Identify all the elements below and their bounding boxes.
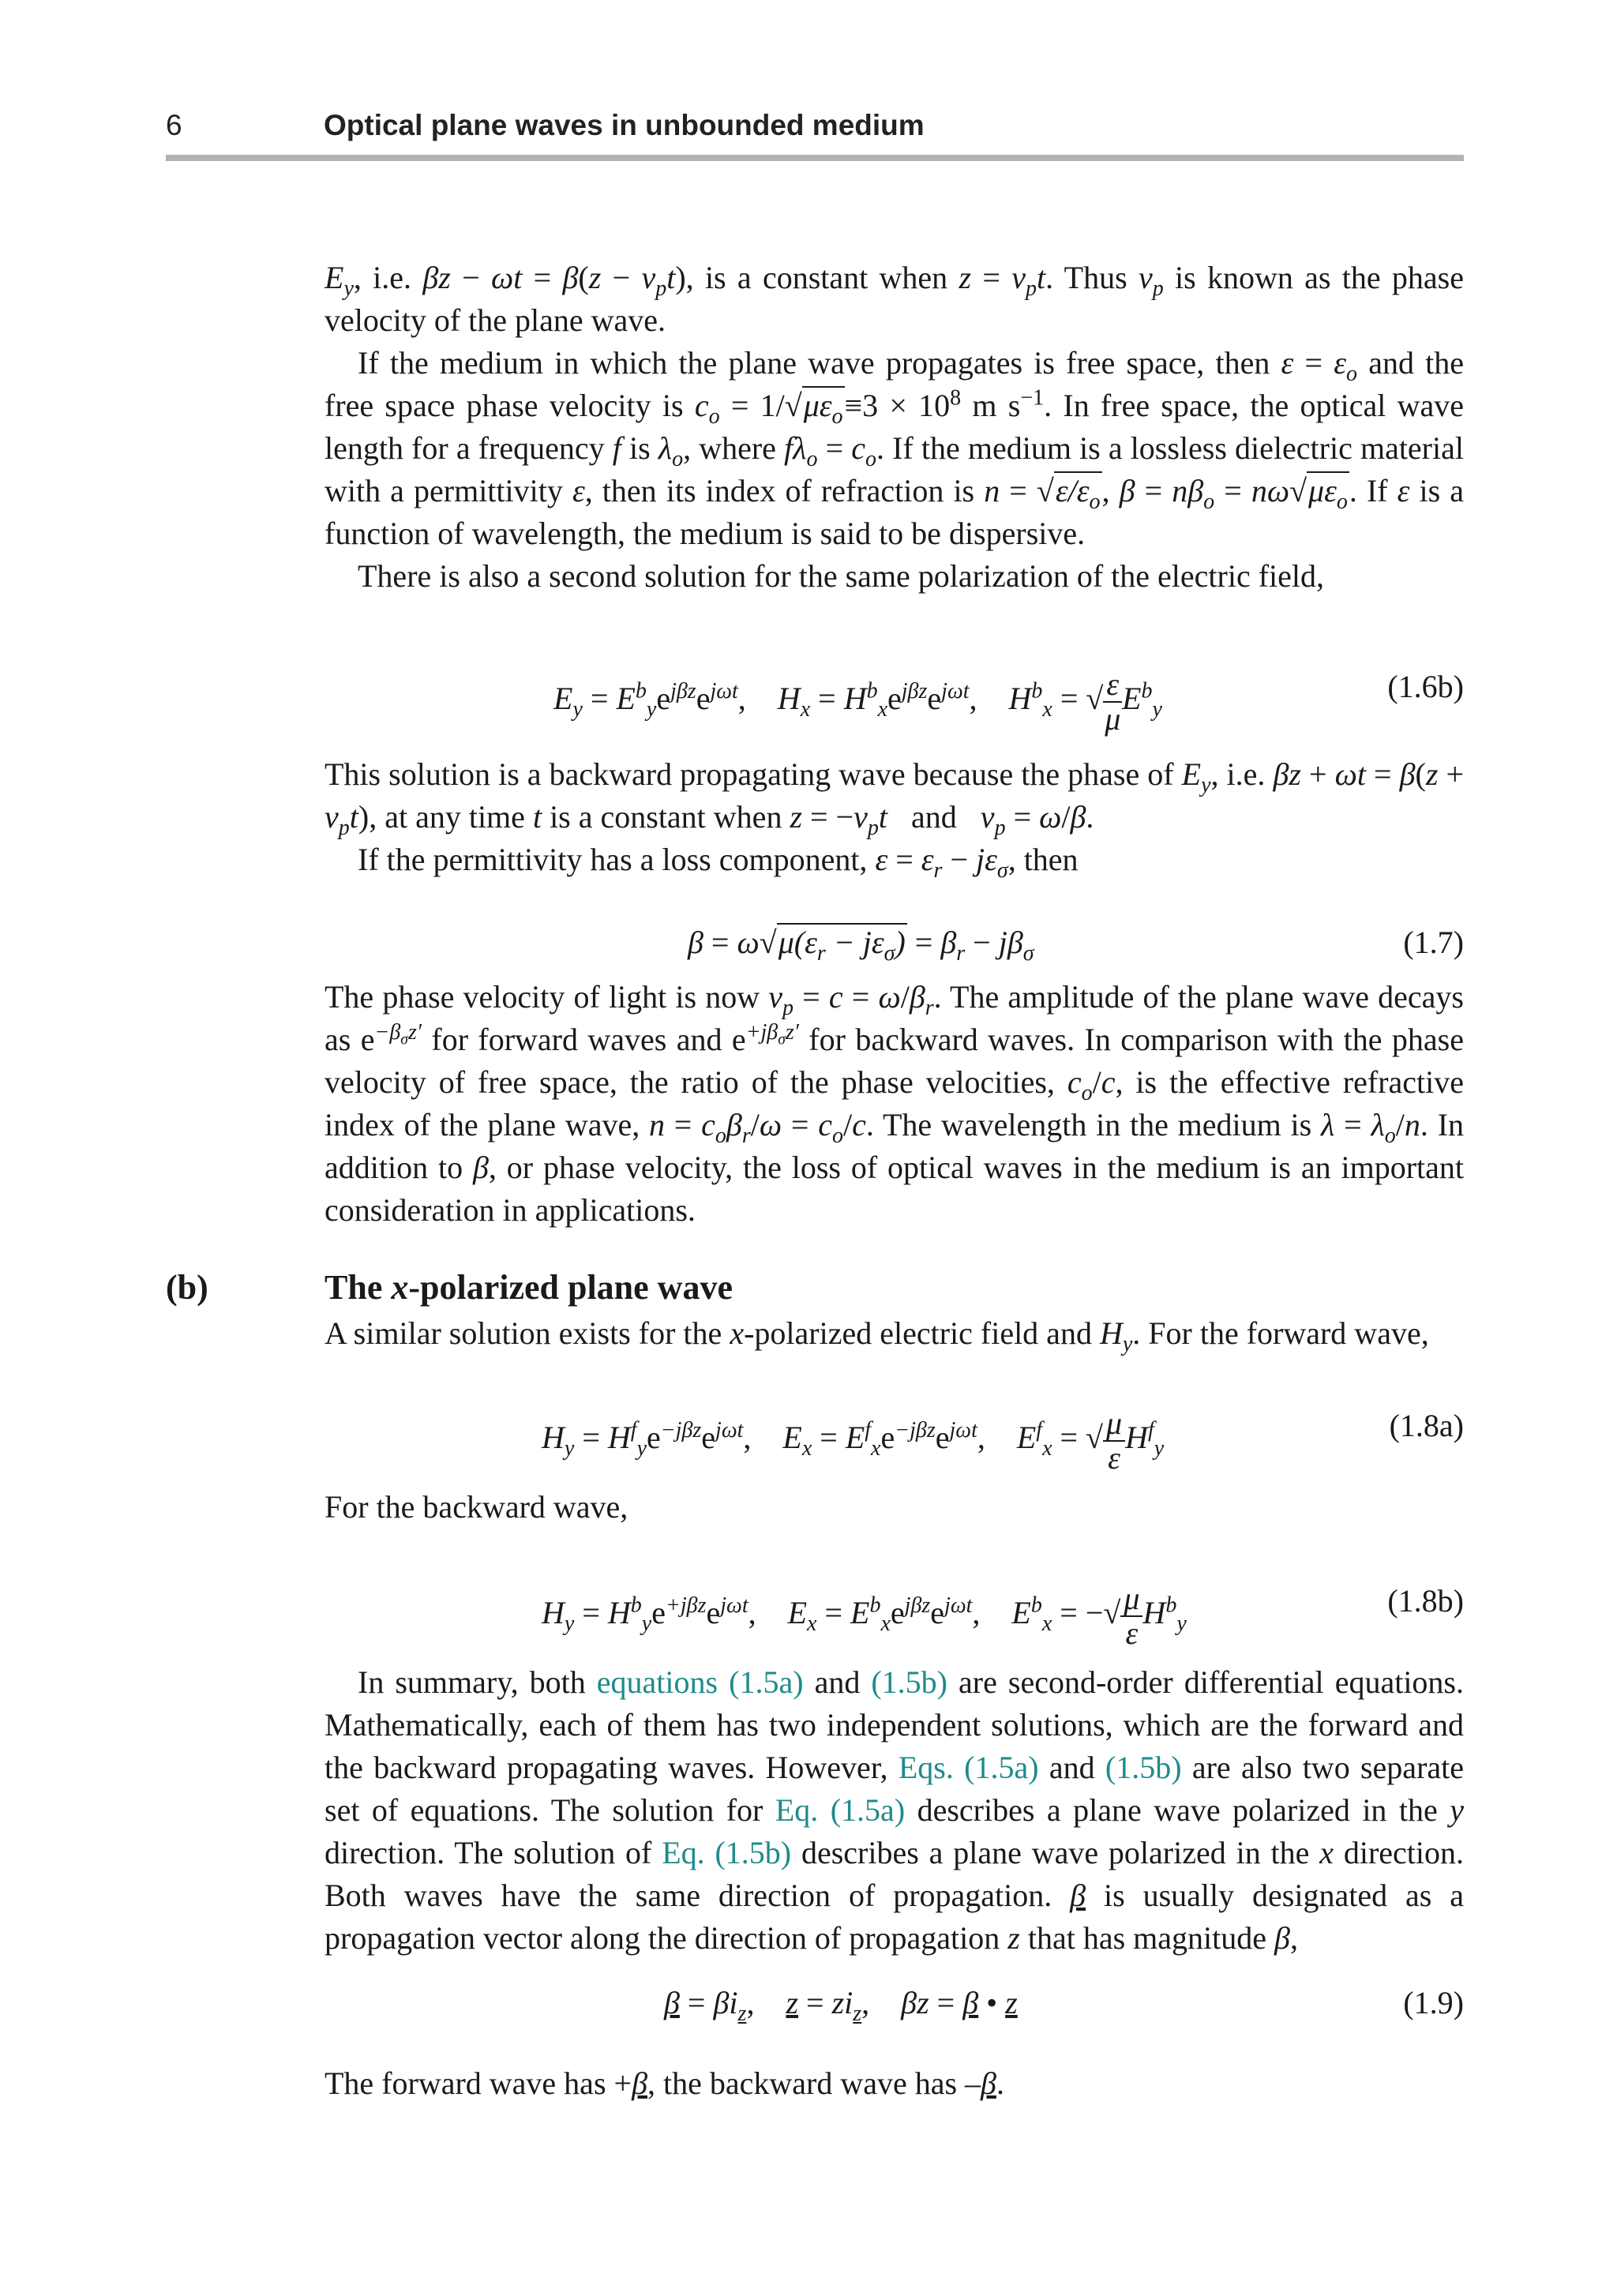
paragraph-summary: In summary, both equations (1.5a) and (1.5b) are second-order differential equations. Mathematically, each of them has two independent solutions, which are the forward and the backward propagating waves. However, Eqs. (1.5a) and (1.5b) are also two separate set of equations. The solution for Eq. (1.5a) describes a plane wave polarized in the y direction. The solution of Eq. (1.5b) describes a plane wave polarized in the x direction. Both waves have the same direction of propagation. β is usually designated as a propagation vector along the direction of propagation z that has magnitude β, — [325, 1664, 1465, 1956]
header-rule — [166, 155, 1464, 161]
equation-number: (1.6b) — [1387, 669, 1464, 704]
paragraph-free-space: If the medium in which the plane wave propagates is free space, then $\varepsilon = \varepsilon_o$ and the free space phase velocity is $c_o = 1/√\mu\varepsilon_o\equiv 3 \times 10^8$ m $s^{-1}$. In free space, the optical wave length for a frequency f is $\lambda_o$, where $f\lambda_o = c_o$. If the medium is a lossless dielectric material with a permittivity ε, then its index of refraction is $n = √\varepsilon/\varepsilon_o$, $\beta = n\beta_o = n\omega√\mu\varepsilon_o$. If ε is a function of wavelength, the medium is said to be dispersive. — [325, 345, 1465, 551]
paragraph-backward-wave: This solution is a backward propagating wave because the phase of $E_y$, i.e. $\beta z + \omega t = \beta(z + v_pt)$, at any time t is a constant when $z = -v_pt$ and $v_p = \omega/\beta$. — [325, 756, 1465, 840]
paragraph-backward-wave-label: For the backward wave, — [325, 1489, 628, 1525]
equation-number: (1.8a) — [1389, 1408, 1464, 1443]
link-equation-1-5b[interactable]: (1.5b) — [871, 1664, 947, 1700]
equation-1-9: $\beta = \beta i_z$, $z = zi_z$, βz = β • z (1.9) — [664, 1985, 1464, 2026]
text-block-1 — [325, 257, 1464, 598]
text-block-5 — [325, 1486, 1464, 1529]
link-eqs-1-5a[interactable]: Eqs. (1.5a) — [898, 1750, 1039, 1785]
page-number: 6 — [166, 109, 182, 141]
text-block-6 — [325, 1661, 1464, 1960]
paragraph-similar-solution: A similar solution exists for the x-polarized electric field and $H_y$. For the forward wave, — [325, 1315, 1429, 1356]
paragraph-forward-backward: The forward wave has +β, the backward wave has –β. — [325, 2065, 1004, 2101]
text-block-2 — [325, 753, 1464, 881]
equation-number: (1.7) — [1403, 925, 1464, 960]
link-eq-1-5b[interactable]: Eq. (1.5b) — [662, 1835, 792, 1870]
equation-1-7: $\beta = \omega√\mu(\varepsilon_r - j\varepsilon_\sigma) = \beta_r - j\beta_\sigma$ (1.7) — [688, 925, 1464, 966]
running-title: Optical plane waves in unbounded medium — [324, 109, 925, 141]
equation-1-6b: $E_y = E^b_ye^{j\beta z}e^{j\omega t}$, $H_x = H^b_xe^{j\beta z}e^{j\omega t}$, $H^b_x$ = √ $\frac{\varepsilon}{\mu}$ $E^b_y$ (1.6b) — [553, 666, 1464, 737]
section-title: The x-polarized plane wave — [325, 1268, 733, 1307]
paragraph-second-solution: There is also a second solution for the same polarization of the electric field, — [358, 558, 1325, 594]
paragraph-loss-component: If the permittivity has a loss component, $\varepsilon = \varepsilon_r - j\varepsilon_\sigma$, then — [358, 842, 1079, 883]
text-block-3 — [325, 976, 1464, 1232]
text-block-4 — [325, 1312, 1464, 1355]
running-head — [166, 109, 1467, 148]
equation-1-8a: $H_y = H^f_ye^{-j\beta z}e^{j\omega t}$, $E_x = E^f_xe^{-j\beta z}e^{j\omega t}$, $E^f_x$ = √ $\frac{\mu}{\varepsilon}$ $H^f_y$ (1.8a) — [542, 1405, 1464, 1476]
link-equation-1-5b-2[interactable]: (1.5b) — [1105, 1750, 1182, 1785]
text-block-7 — [325, 2062, 1464, 2105]
equation-1-8b: $H_y = H^b_ye^{+j\beta z}e^{j\omega t}$, $E_x = E^b_xe^{j\beta z}e^{j\omega t}$, $E^b_x$ = −√ $\frac{\mu}{\varepsilon}$ $H^b_y$ (1.8b) — [542, 1581, 1464, 1651]
link-equations-1-5a[interactable]: equations (1.5a) — [596, 1664, 804, 1700]
link-eq-1-5a[interactable]: Eq. (1.5a) — [775, 1792, 906, 1828]
section-label: (b) — [166, 1268, 208, 1307]
paragraph-phase-velocity-light: The phase velocity of light is now $v_p = c = \omega/\beta_r$. The amplitude of the plane wave decays as $e^{-\beta_\sigma z'}$ for forward waves and $e^{+j\beta_\sigma z'}$ for backward waves. In comparison with the phase velocity of free space, the ratio of the phase velocities, $c_o/c$, is the effective refractive index of the plane wave, $n = c_o\beta_r/\omega = c_o/c$. The wavelength in the medium is $\lambda = \lambda_o/n$. In addition to β, or phase velocity, the loss of optical waves in the medium is an important consideration in applications. — [325, 979, 1465, 1228]
paragraph-phase-velocity: $E_y$, i.e. $\beta z - \omega t = \beta(z - v_pt)$, is a constant when $z = v_pt$. Thus $v_p$ is known as the phase velocity of the plane wave. — [325, 260, 1464, 338]
equation-number: (1.9) — [1403, 1985, 1464, 2020]
equation-number: (1.8b) — [1387, 1583, 1464, 1619]
